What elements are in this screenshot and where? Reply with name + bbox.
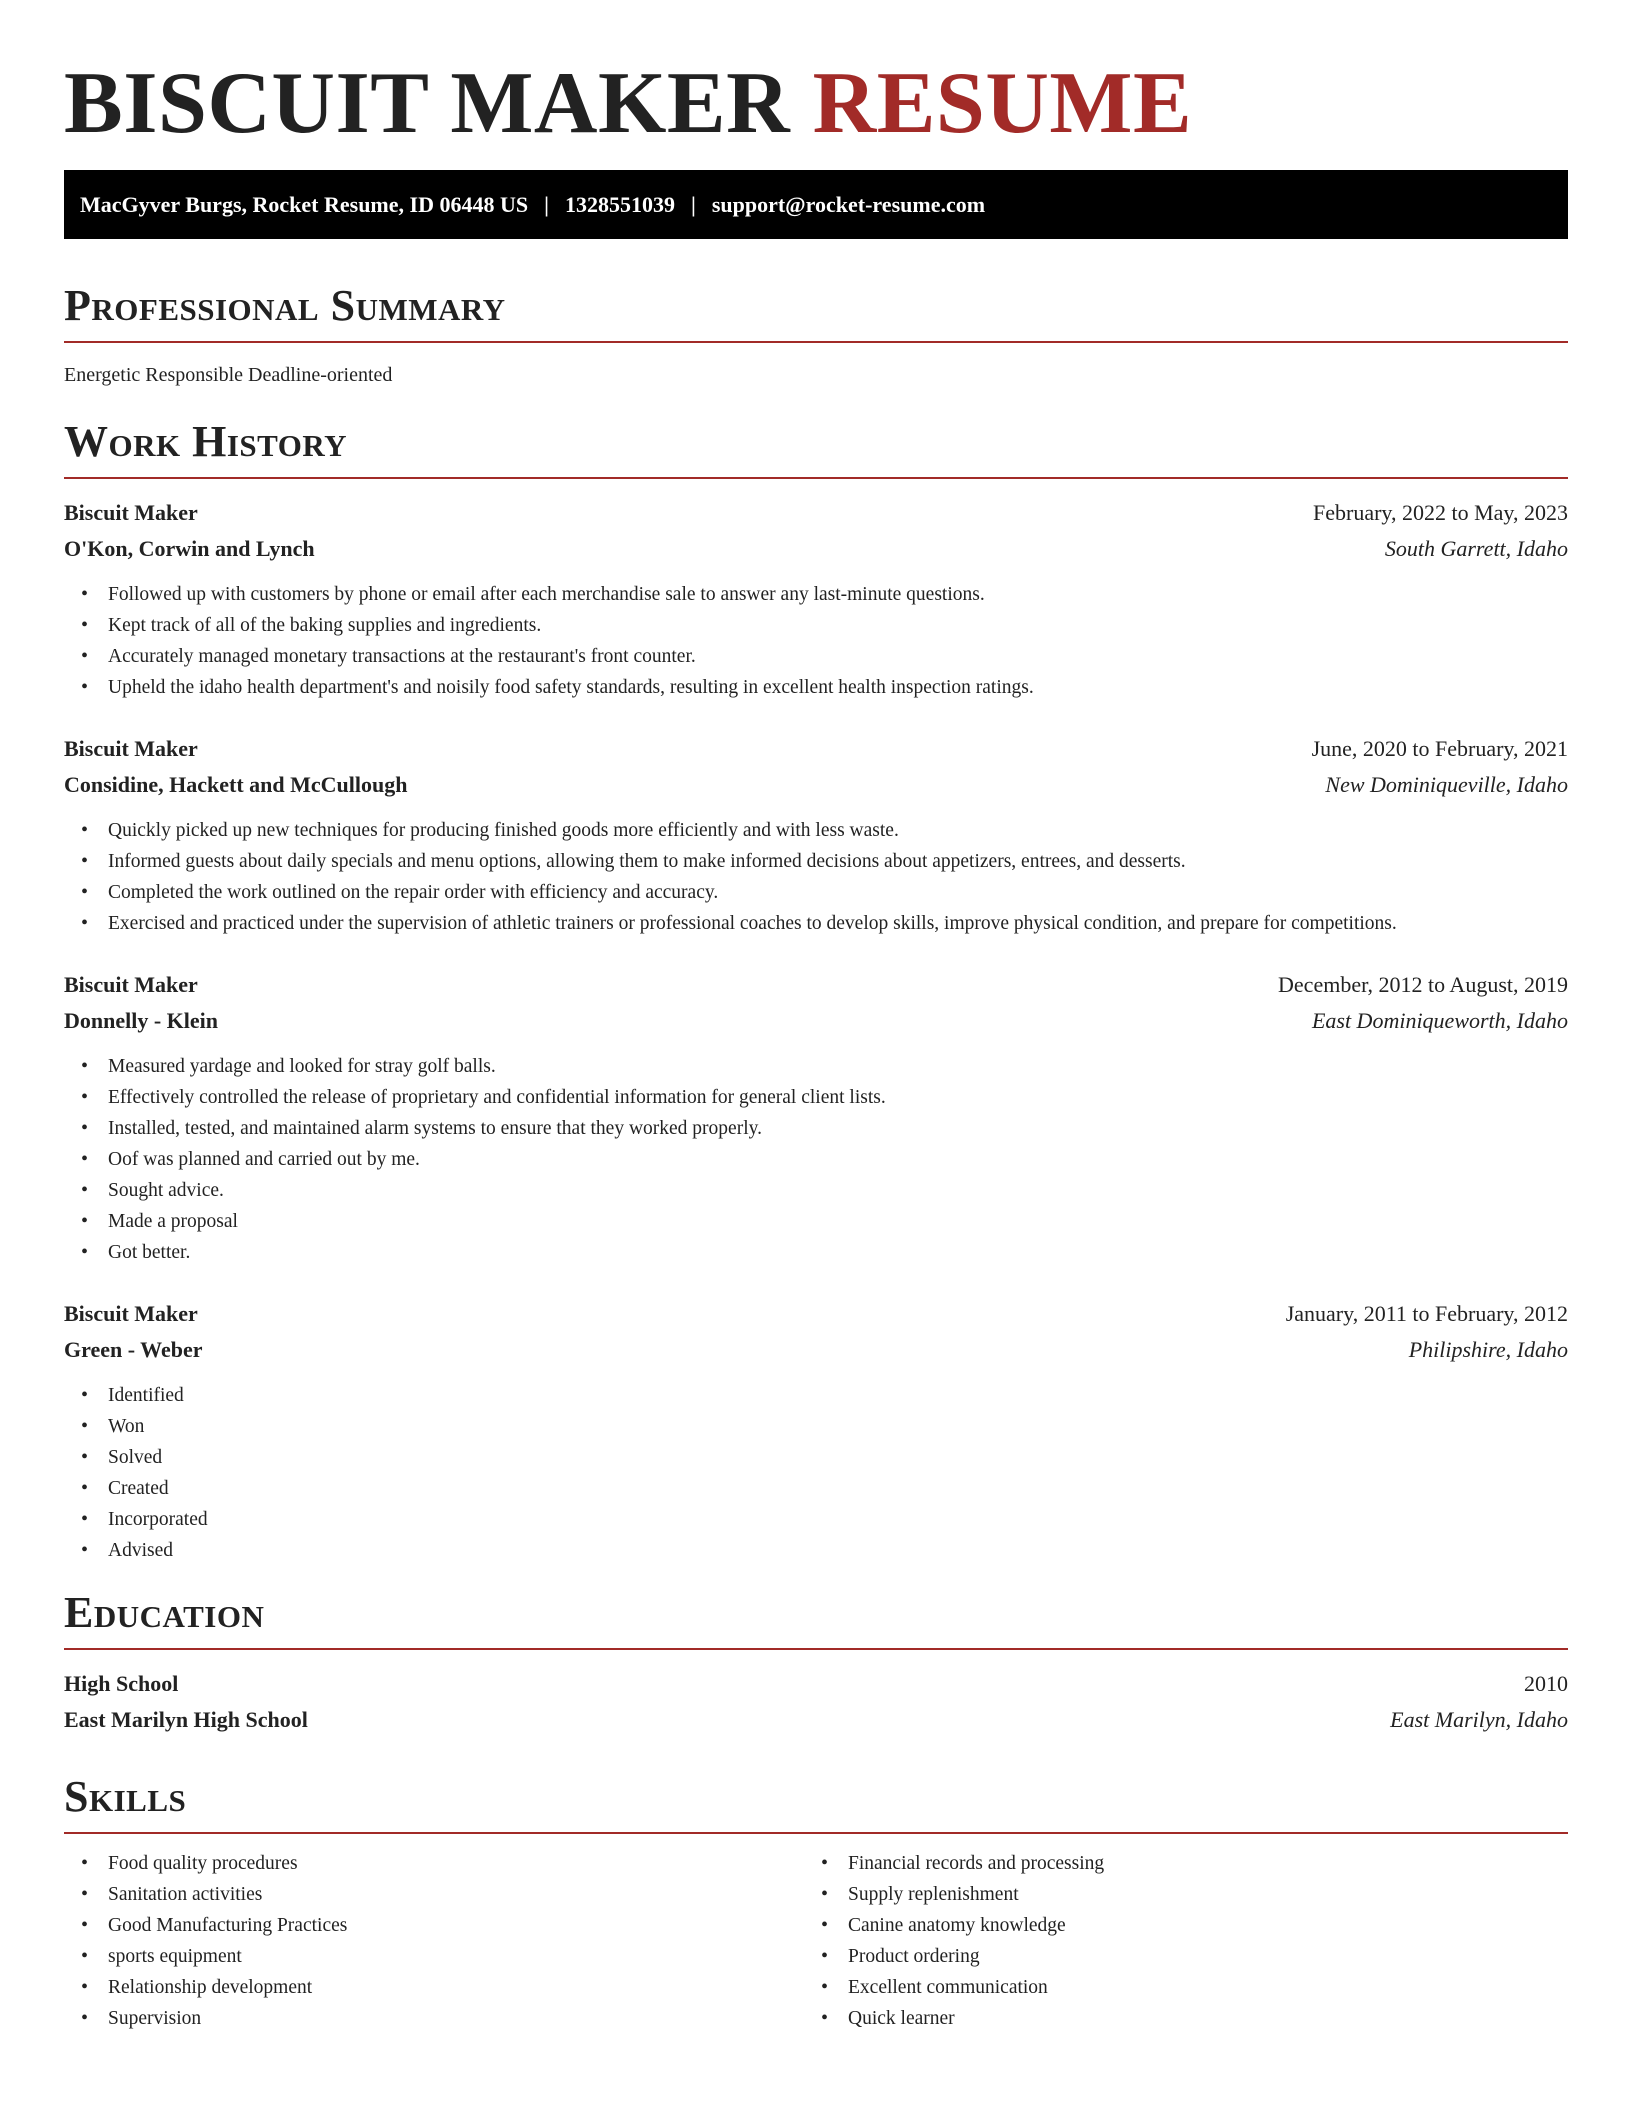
job-dates: January, 2011 to February, 2012 [1285, 1301, 1568, 1326]
job-location: New Dominiqueville, Idaho [1325, 772, 1568, 797]
job-duties-list [64, 579, 1568, 703]
job-title: Biscuit Maker [64, 1301, 198, 1326]
job-company: O'Kon, Corwin and Lynch [64, 536, 315, 561]
list-item: • Identified [64, 1380, 1568, 1411]
job-duties-list [64, 1051, 1568, 1268]
resume-title [64, 56, 1568, 160]
list-item: • Made a proposal [64, 1206, 1568, 1237]
contact-address: MacGyver Burgs, Rocket Resume, ID 06448 US [80, 191, 529, 217]
job-title: Biscuit Maker [64, 500, 198, 525]
section-divider [64, 1832, 1568, 1834]
job-location: East Dominiqueworth, Idaho [1311, 1008, 1568, 1033]
list-item: • Got better. [64, 1237, 1568, 1268]
job-company: Green - Weber [64, 1337, 203, 1362]
job-location: South Garrett, Idaho [1384, 536, 1568, 561]
job-company-row [64, 767, 1568, 803]
education-degree-row [64, 1666, 1568, 1702]
list-item: • Created [64, 1473, 1568, 1504]
summary-text: Energetic Responsible Deadline-oriented [64, 364, 393, 386]
list-item: • Exercised and practiced under the supervision of athletic trainers or professional coaches to develop skills, improve physical condition, and prepare for competitions. [64, 908, 1568, 939]
job-title-row [64, 1296, 1568, 1332]
skills-list-left [64, 1848, 804, 2034]
list-item: • Incorporated [64, 1504, 1568, 1535]
list-item: • Kept track of all of the baking supplies and ingredients. [64, 610, 1568, 641]
list-item: • Informed guests about daily specials and menu options, allowing them to make informed decisions about appetizers, entrees, and desserts. [64, 846, 1568, 877]
job-dates: December, 2012 to August, 2019 [1278, 972, 1568, 997]
job-entry [64, 967, 1568, 1268]
list-item: • Completed the work outlined on the repair order with efficiency and accuracy. [64, 877, 1568, 908]
skills-section [64, 1772, 1568, 2034]
list-item: • Canine anatomy knowledge [804, 1910, 1544, 1941]
job-company: Donnelly - Klein [64, 1008, 219, 1033]
title-accent: RESUME [812, 55, 1193, 152]
job-location: Philipshire, Idaho [1408, 1337, 1568, 1362]
education-heading: Education [64, 1588, 265, 1637]
summary-heading: Professional Summary [64, 281, 506, 330]
job-company-row [64, 1003, 1568, 1039]
list-item: • Product ordering [804, 1941, 1544, 1972]
list-item: • Effectively controlled the release of proprietary and confidential information for general client lists. [64, 1082, 1568, 1113]
work-history-section [64, 417, 1568, 1566]
list-item: • Advised [64, 1535, 1568, 1566]
education-entry [64, 1666, 1568, 1738]
section-divider [64, 341, 1568, 343]
job-duties-list [64, 1380, 1568, 1566]
education-school: East Marilyn High School [64, 1707, 308, 1732]
list-item: • sports equipment [64, 1941, 804, 1972]
contact-phone: 1328551039 [564, 191, 675, 217]
job-company-row [64, 531, 1568, 567]
list-item: • Measured yardage and looked for stray golf balls. [64, 1051, 1568, 1082]
education-year: 2010 [1524, 1671, 1568, 1696]
list-item: • Relationship development [64, 1972, 804, 2003]
list-item: • Installed, tested, and maintained alarm systems to ensure that they worked properly. [64, 1113, 1568, 1144]
contact-separator: | [690, 191, 696, 217]
work-history-heading: Work History [64, 417, 348, 466]
job-title: Biscuit Maker [64, 736, 198, 761]
skills-list-right [804, 1848, 1544, 2034]
skills-columns [64, 1848, 1568, 2034]
job-title-row [64, 495, 1568, 531]
job-title: Biscuit Maker [64, 972, 198, 997]
job-dates: June, 2020 to February, 2021 [1311, 736, 1568, 761]
job-duties-list [64, 815, 1568, 939]
list-item: • Followed up with customers by phone or email after each merchandise sale to answer any last-minute questions. [64, 579, 1568, 610]
job-title-row [64, 731, 1568, 767]
list-item: • Supervision [64, 2003, 804, 2034]
list-item: • Sanitation activities [64, 1879, 804, 1910]
job-dates: February, 2022 to May, 2023 [1313, 500, 1568, 525]
list-item: • Sought advice. [64, 1175, 1568, 1206]
list-item: • Solved [64, 1442, 1568, 1473]
list-item: • Accurately managed monetary transactions at the restaurant's front counter. [64, 641, 1568, 672]
contact-separator: | [544, 191, 549, 217]
summary-section [64, 281, 1568, 389]
list-item: • Supply replenishment [804, 1879, 1544, 1910]
list-item: • Good Manufacturing Practices [64, 1910, 804, 1941]
job-entry [64, 495, 1568, 703]
list-item: • Upheld the idaho health department's and noisily food safety standards, resulting in excellent health inspection ratings. [64, 672, 1568, 703]
education-location: East Marilyn, Idaho [1390, 1707, 1568, 1732]
list-item: • Quick learner [804, 2003, 1544, 2034]
job-entry [64, 731, 1568, 939]
job-company-row [64, 1332, 1568, 1368]
list-item: • Oof was planned and carried out by me. [64, 1144, 1568, 1175]
job-title-row [64, 967, 1568, 1003]
list-item: • Financial records and processing [804, 1848, 1544, 1879]
job-entry [64, 1296, 1568, 1566]
job-company: Considine, Hackett and McCullough [64, 772, 408, 797]
education-section [64, 1588, 1568, 1738]
skills-heading: Skills [64, 1772, 187, 1821]
contact-bar [64, 170, 1568, 239]
education-school-row [64, 1702, 1568, 1738]
list-item: • Food quality procedures [64, 1848, 804, 1879]
section-divider [64, 477, 1568, 479]
list-item: • Won [64, 1411, 1568, 1442]
education-degree: High School [64, 1671, 179, 1696]
list-item: • Excellent communication [804, 1972, 1544, 2003]
title-main: BISCUIT MAKER [64, 55, 791, 152]
section-divider [64, 1648, 1568, 1650]
list-item: • Quickly picked up new techniques for producing finished goods more efficiently and with less waste. [64, 815, 1568, 846]
contact-email: support@rocket-resume.com [711, 191, 986, 217]
